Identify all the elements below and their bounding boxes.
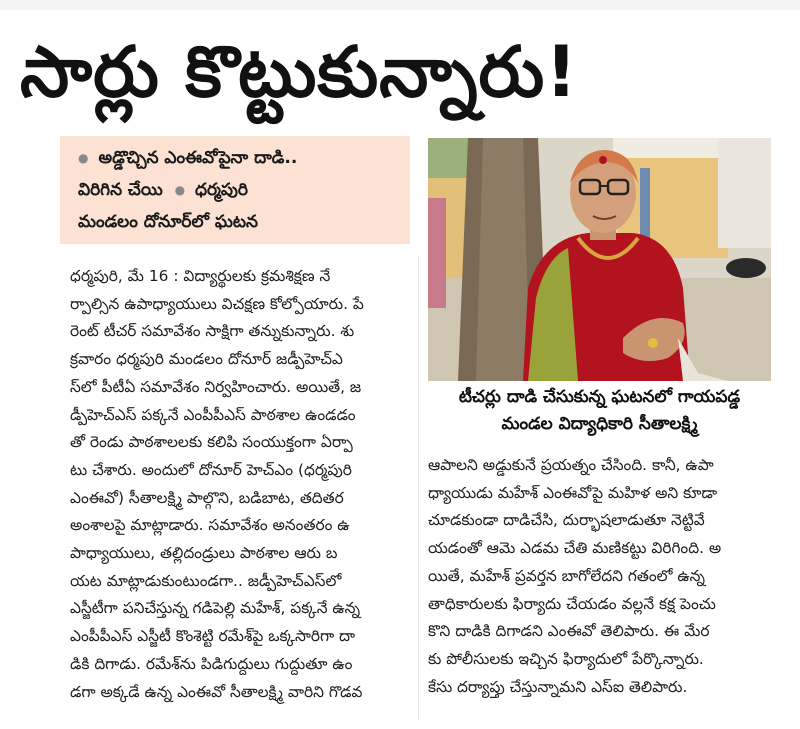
text-line: యితే, మహేశ్ ప్రవర్తన బాగోలేదని గతంలో ఉన్న xyxy=(428,566,706,585)
text-line: డికి దిగాడు. రమేశ్‌ను పిడిగుద్దులు గుద్దుతూ ఉం xyxy=(70,654,353,673)
text-line: ఆపాలని అడ్డుకునే ప్రయత్నం చేసింది. కానీ, ఉపా xyxy=(428,456,714,474)
column-divider xyxy=(418,255,419,720)
top-border xyxy=(0,0,800,10)
bullet-icon: ● xyxy=(174,183,186,197)
news-photo xyxy=(428,138,771,381)
subhead-line-3 xyxy=(78,206,396,238)
text-line: ధ్యాయుడు మహేశ్ ఎంఈవోపై మహిళ అని కూడా xyxy=(428,483,718,502)
photo-caption xyxy=(428,384,771,440)
subhead-line-2 xyxy=(78,174,396,206)
text-line: ఎస్జీటీగా పనిచేస్తున్న గడిపెల్లి మహేశ్, పక్కనే ఉన్న xyxy=(70,599,361,618)
text-line: స్‌లో పీటీఏ సమావేశం నిర్వహించారు. అయితే, జ xyxy=(70,377,362,396)
text-line: యట మాట్లాడుకుంటుండగా.. జడ్పీహెచ్ఎస్‌లో xyxy=(70,571,342,590)
text-line: ర్పాల్సిన ఉపాధ్యాయులు విచక్షణ కోల్పోయారు. పే xyxy=(70,294,364,313)
text-line: ధర్మపురి, మే 16 : విద్యార్థులకు క్రమశిక్షణ నే xyxy=(70,267,331,285)
text-line: యడంతో ఆమె ఎడమ చేతి మణికట్టు విరిగింది. అ xyxy=(428,539,722,558)
article-right-column xyxy=(428,452,771,701)
text-line: ఎంఈవో) సీతాలక్ష్మి పాల్గొని, బడిబాట, తదితర xyxy=(70,488,344,507)
caption-line-2: మండల విద్యాధికారి సీతాలక్ష్మి xyxy=(501,414,698,434)
text-line: ఎంపీపీఎస్ ఎస్జీటీ కొంశెట్టి రమేశ్‌పై ఒక్కసారిగా దా xyxy=(70,627,356,646)
photo-illustration xyxy=(428,138,771,381)
text-line: తాధికారులకు ఫిర్యాదు చేయడం వల్లనే కక్ష పెంచు xyxy=(428,594,716,613)
caption-line-1: టీచర్లు దాడి చేసుకున్న ఘటనలో గాయపడ్డ xyxy=(458,387,741,407)
text-line: కేసు దర్యాప్తు చేస్తున్నామని ఎస్ఐ తెలిపారు. xyxy=(428,677,688,696)
article-left-column xyxy=(70,263,410,706)
text-line: డగా అక్కడే ఉన్న ఎంఈవో సీతాలక్ష్మి వారిని గొడవ xyxy=(70,682,363,701)
subhead-line-1 xyxy=(78,142,396,174)
subhead-point-1: అడ్డొచ్చిన ఎంఈవోపైనా దాడి.. xyxy=(98,148,298,168)
text-line: పాధ్యాయులు, తల్లిదండ్రులు పాఠశాల ఆరు బ xyxy=(70,544,338,563)
text-line: టు చేశారు. అందులో దోనూర్ హెచ్ఎం (ధర్మపురి xyxy=(70,460,352,479)
text-line: చూడకుండా దాడిచేసి, దుర్భాషలాడుతూ నెట్టివే xyxy=(428,511,705,530)
text-line: రెంట్ టీచర్ సమావేశం సాక్షిగా తన్నుకున్నారు. శు xyxy=(70,322,355,341)
headline: సార్లు కొట్టుకున్నారు! xyxy=(20,31,579,113)
text-line: తో రెండు పాఠశాలలకు కలిపి సంయుక్తంగా ఏర్పా xyxy=(70,433,353,452)
bullet-icon: ● xyxy=(78,151,89,165)
text-line: అంశాలపై మాట్లాడారు. సమావేశం అనంతరం ఉ xyxy=(70,516,350,535)
text-line: కొని దాడికి దిగాడని ఎంఈవో తెలిపారు. ఈ మేర xyxy=(428,622,710,641)
subhead-point-2-cont: మండలం దోనూర్‌లో ఘటన xyxy=(78,212,258,232)
text-line: డ్పీహెచ్ఎస్ పక్కనే ఎంపీపీఎస్ పాఠశాల ఉండడం xyxy=(70,405,356,424)
text-line: కు పోలీసులకు ఇచ్చిన ఫిర్యాదులో పేర్కొన్నారు. xyxy=(428,649,704,668)
text-line: క్రవారం ధర్మపురి మండలం దోనూర్ జడ్పీహెచ్ఎ xyxy=(70,350,343,369)
subhead-point-2: ధర్మపురి xyxy=(195,180,248,200)
subhead-point-1-cont: విరిగిన చేయి xyxy=(78,180,163,200)
subhead-box xyxy=(60,136,410,244)
